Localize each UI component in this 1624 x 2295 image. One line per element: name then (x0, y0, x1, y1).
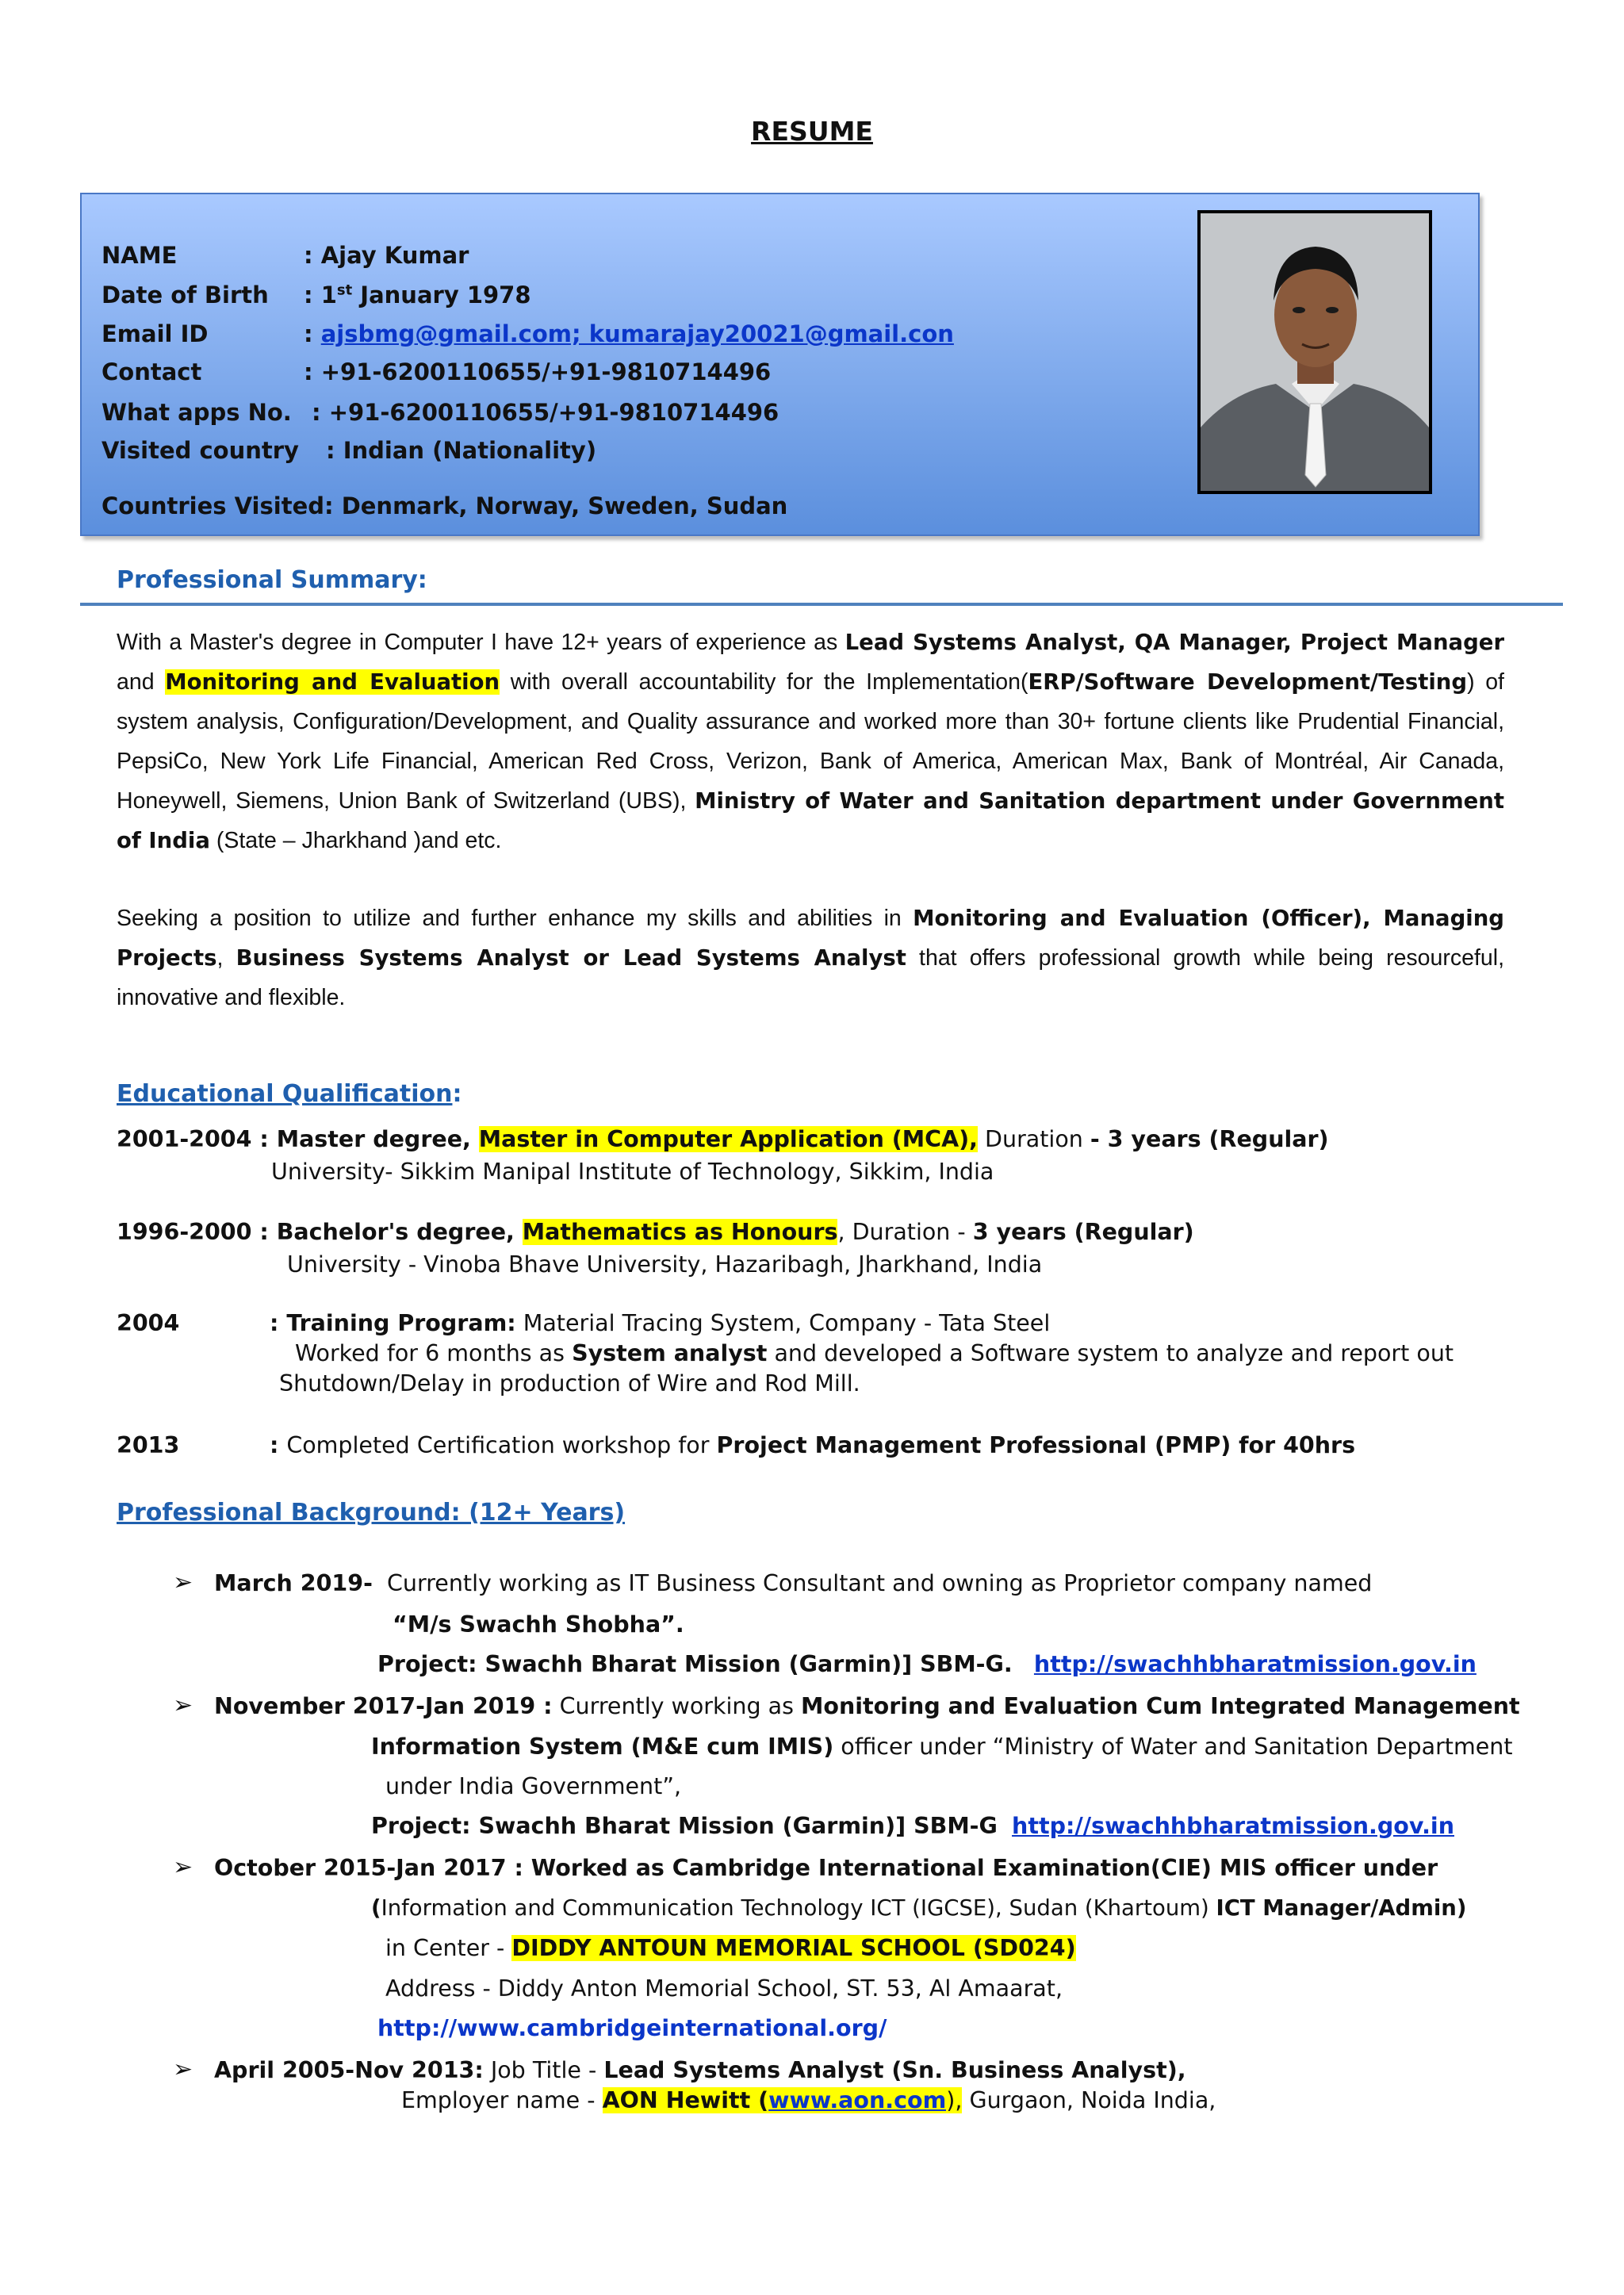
bullet-icon: ➢ (173, 1853, 193, 1881)
dob-label: Date of Birth (102, 282, 269, 308)
name-label: NAME (102, 242, 178, 269)
email-link[interactable]: ajsbmg@gmail.com; kumarajay20021@gmail.con (320, 320, 954, 347)
background-item-1-company: “M/s Swachh Shobha”. (393, 1611, 684, 1638)
background-item-4-employer: Employer name - AON Hewitt (www.aon.com), Gurgaon, Noida India, (401, 2087, 1216, 2113)
cambridge-link[interactable]: http://www.cambridgeinternational.org/ (377, 2015, 887, 2041)
education-training-detail-2: Shutdown/Delay in production of Wire and Rod Mill. (279, 1370, 860, 1397)
education-mca: 2001-2004 : Master degree, Master in Computer Application (MCA), Duration - 3 years (Regular) (117, 1126, 1329, 1152)
email-label: Email ID (102, 320, 209, 347)
whatsapp-value: : +91-6200110655/+91-9810714496 (312, 399, 779, 426)
visited-row (102, 437, 597, 464)
background-item-2: November 2017-Jan 2019 : Currently working as Monitoring and Evaluation Cum Integrated Management (214, 1693, 1520, 1719)
dob-value: : 1st January 1978 (304, 282, 531, 308)
portrait-image (1201, 213, 1429, 491)
bullet-icon: ➢ (173, 1569, 193, 1596)
whatsapp-label: What apps No. (102, 399, 292, 426)
name-row (102, 242, 469, 269)
background-heading: Professional Background: (12+ Years) (117, 1499, 626, 1527)
education-certification: : Completed Certification workshop for Project Management Professional (PMP) for 40hrs (270, 1432, 1356, 1458)
countries-visited: Countries Visited: Denmark, Norway, Sweden, Sudan (102, 492, 788, 519)
visited-label: Visited country (102, 437, 299, 464)
summary-paragraph-2: Seeking a position to utilize and further enhance my skills and abilities in Monitoring and Evaluation (Officer), Managing Projects, Business Systems Analyst or Lead Systems Analyst that offers professional growth while being resourceful, innovative and flexible. (117, 906, 1504, 1010)
background-item-2-project: Project: Swachh Bharat Mission (Garmin)] SBM-G http://swachhbharatmission.gov.in (371, 1813, 1454, 1839)
background-item-2-line-2: Information System (M&E cum IMIS) officer under “Ministry of Water and Sanitation Department (371, 1734, 1513, 1760)
name-value: : Ajay Kumar (304, 242, 469, 269)
background-item-3: October 2015-Jan 2017 : Worked as Cambridge International Examination(CIE) MIS officer under (214, 1855, 1438, 1881)
contact-label: Contact (102, 358, 202, 385)
education-heading: Educational Qualification: (117, 1080, 462, 1108)
visited-value: : Indian (Nationality) (326, 437, 597, 464)
bullet-icon: ➢ (173, 2056, 193, 2083)
background-item-1: March 2019- Currently working as IT Business Consultant and owning as Proprietor company named (214, 1570, 1373, 1596)
education-cert-year: 2013 (117, 1432, 180, 1458)
background-item-3-line-2: (Information and Communication Technology ICT (IGCSE), Sudan (Khartoum) ICT Manager/Admin) (371, 1895, 1467, 1921)
background-item-4: April 2005-Nov 2013: Job Title - Lead Systems Analyst (Sn. Business Analyst), (214, 2057, 1186, 2083)
background-item-2-line-3: under India Government”, (385, 1773, 682, 1799)
education-bachelor: 1996-2000 : Bachelor's degree, Mathematics as Honours, Duration - 3 years (Regular) (117, 1219, 1194, 1245)
email-row: Email ID : ajsbmg@gmail.com; kumarajay20021@gmail.con (102, 320, 954, 347)
bullet-icon: ➢ (173, 1692, 193, 1719)
education-bachelor-university: University - Vinoba Bhave University, Hazaribagh, Jharkhand, India (287, 1251, 1043, 1278)
education-training: : Training Program: Material Tracing System, Company - Tata Steel (270, 1310, 1051, 1336)
professional-summary-heading: Professional Summary: (117, 566, 427, 594)
profile-photo (1197, 210, 1432, 494)
dob-row (102, 282, 531, 308)
background-item-1-project: Project: Swachh Bharat Mission (Garmin)] SBM-G. http://swachhbharatmission.gov.in (377, 1651, 1477, 1677)
background-item-3-address: Address - Diddy Anton Memorial School, ST. 53, Al Amaarat, (385, 1975, 1063, 2002)
whatsapp-row (102, 399, 779, 426)
contact-row (102, 358, 772, 385)
section-divider (80, 603, 1563, 606)
page-title: RESUME (751, 116, 873, 147)
aon-link[interactable]: www.aon.com (768, 2087, 947, 2113)
contact-value: : +91-6200110655/+91-9810714496 (304, 358, 772, 385)
swachh-link-1[interactable]: http://swachhbharatmission.gov.in (1033, 1651, 1477, 1677)
education-training-year: 2004 (117, 1310, 180, 1336)
swachh-link-2[interactable]: http://swachhbharatmission.gov.in (1012, 1813, 1454, 1839)
summary-paragraph-1: With a Master's degree in Computer I have 12+ years of experience as Lead Systems Analyst, QA Manager, Project Manager and Monitoring and Evaluation with overall accountability for the Implementation(ERP/Software Development/Testing) of system analysis, Configuration/Development, and Quality assurance and worked more than 30+ fortune clients like Prudential Financial, PepsiCo, New York Life Financial, American Red Cross, Verizon, Bank of America, American Max, Bank of Montréal, Air Canada, Honeywell, Siemens, Union Bank of Switzerland (UBS), Ministry of Water and Sanitation department under Government of India (State – Jharkhand )and etc. (117, 630, 1505, 853)
background-item-3-line-3: in Center - DIDDY ANTOUN MEMORIAL SCHOOL (SD024) (385, 1935, 1076, 1961)
education-training-detail: Worked for 6 months as System analyst and developed a Software system to analyze and report out (295, 1340, 1454, 1366)
education-mca-university: University- Sikkim Manipal Institute of Technology, Sikkim, India (271, 1159, 994, 1185)
